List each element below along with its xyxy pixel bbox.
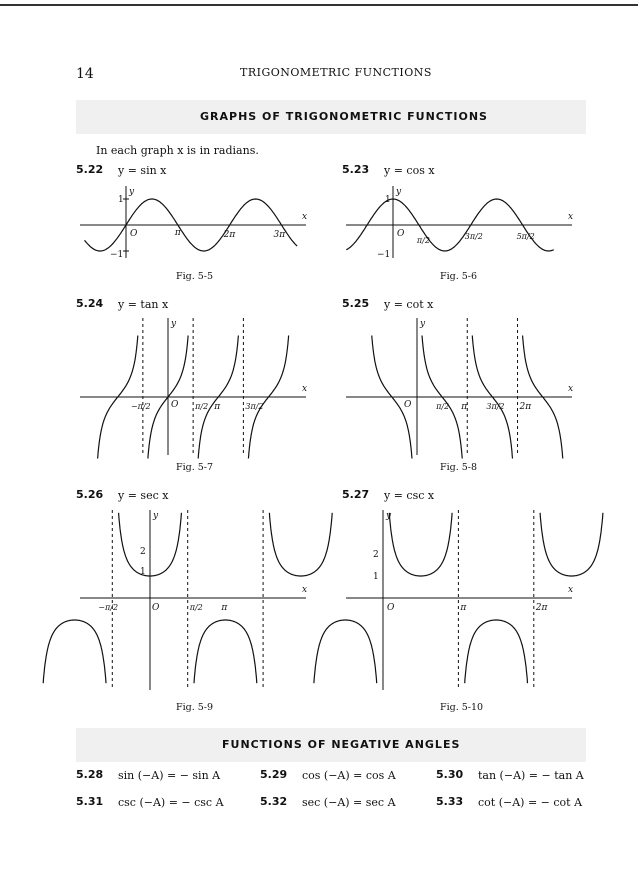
- tick-label: 2: [140, 547, 146, 557]
- problem-number: 5.22: [76, 163, 104, 176]
- tick-label: −1: [377, 250, 391, 260]
- tick-label: −π/2: [130, 402, 151, 411]
- axes-group: [80, 186, 572, 690]
- y-axis-label: y: [420, 319, 426, 329]
- tick-label: 1: [373, 572, 379, 582]
- figure-caption: Fig. 5-8: [440, 462, 478, 473]
- tick-label: 3π/2: [464, 232, 483, 241]
- tick-label: π: [221, 603, 228, 613]
- problem-equation: y = tan x: [118, 298, 169, 311]
- problem-number: 5.26: [76, 488, 104, 501]
- y-axis-label: y: [129, 187, 135, 197]
- tick-label: −1: [110, 250, 124, 260]
- identity-number: 5.33: [436, 795, 464, 808]
- tick-label: 5π/2: [516, 232, 535, 241]
- y-axis-label: y: [153, 511, 159, 521]
- csc-branch: [389, 513, 452, 576]
- problem-equation: y = csc x: [384, 489, 435, 502]
- page-number: 14: [76, 66, 94, 82]
- running-head: TRIGONOMETRIC FUNCTIONS: [240, 66, 432, 79]
- csc-branch: [540, 513, 603, 576]
- tick-label: 3π/2: [486, 402, 505, 411]
- csc-branch: [314, 620, 377, 683]
- tick-label: 1: [140, 567, 146, 577]
- sec-branch: [43, 620, 106, 683]
- identity-number: 5.29: [260, 768, 288, 781]
- x-axis-label: x: [568, 384, 574, 394]
- problem-equation: y = cos x: [384, 164, 435, 177]
- problem-equation: y = cot x: [384, 298, 434, 311]
- csc-branch: [465, 620, 528, 683]
- tick-label: 3π/2: [245, 402, 264, 411]
- intro-text: In each graph x is in radians.: [96, 144, 259, 157]
- figure-caption: Fig. 5-6: [440, 271, 478, 282]
- tick-label: π: [460, 603, 467, 613]
- identity-text: sec (−A) = sec A: [302, 796, 396, 809]
- tick-label: 2: [373, 550, 379, 560]
- problem-number: 5.24: [76, 297, 104, 310]
- identity-number: 5.28: [76, 768, 104, 781]
- sec-branch: [269, 513, 332, 576]
- tick-label: π: [214, 402, 221, 412]
- tick-label: 1: [385, 195, 391, 205]
- origin-label: O: [152, 603, 160, 613]
- x-axis-label: x: [302, 585, 308, 595]
- problem-equation: y = sec x: [118, 489, 169, 502]
- identity-number: 5.32: [260, 795, 288, 808]
- tick-label: −π/2: [98, 603, 119, 612]
- tick-label: 2π: [519, 402, 532, 412]
- tick-label: 1: [118, 195, 124, 205]
- identity-number: 5.31: [76, 795, 104, 808]
- labels-group: [98, 187, 573, 613]
- figure-caption: Fig. 5-7: [176, 462, 214, 473]
- origin-label: O: [130, 229, 138, 239]
- identity-text: cot (−A) = − cot A: [478, 796, 583, 809]
- sec-branch: [194, 620, 257, 683]
- origin-label: O: [404, 400, 412, 410]
- tick-label: 2π: [535, 603, 548, 613]
- tick-label: π: [461, 402, 468, 412]
- tick-label: π/2: [189, 603, 203, 612]
- section-title-graphs: GRAPHS OF TRIGONOMETRIC FUNCTIONS: [200, 110, 488, 123]
- figure-caption: Fig. 5-9: [176, 702, 214, 713]
- x-axis-label: x: [302, 212, 308, 222]
- identity-text: tan (−A) = − tan A: [478, 769, 584, 782]
- identity-text: csc (−A) = − csc A: [118, 796, 224, 809]
- figure-caption: Fig. 5-5: [176, 271, 214, 282]
- origin-label: O: [171, 400, 179, 410]
- identity-text: cos (−A) = cos A: [302, 769, 396, 782]
- problem-number: 5.23: [342, 163, 370, 176]
- y-axis-label: y: [396, 187, 402, 197]
- origin-label: O: [387, 603, 395, 613]
- y-axis-label: y: [386, 511, 392, 521]
- section-title-negative: FUNCTIONS OF NEGATIVE ANGLES: [222, 738, 461, 751]
- problem-number: 5.27: [342, 488, 370, 501]
- x-axis-label: x: [568, 212, 574, 222]
- tick-label: π/2: [195, 402, 209, 411]
- problem-number: 5.25: [342, 297, 370, 310]
- tick-label: π/2: [416, 236, 430, 245]
- problem-equation: y = sin x: [118, 164, 167, 177]
- tick-label: 2π: [223, 230, 236, 240]
- curves-group: [43, 199, 603, 683]
- identity-text: sin (−A) = − sin A: [118, 769, 221, 782]
- figure-caption: Fig. 5-10: [440, 702, 484, 713]
- x-axis-label: x: [568, 585, 574, 595]
- x-axis-label: x: [302, 384, 308, 394]
- tick-label: π: [174, 228, 181, 238]
- tick-label: π/2: [436, 402, 450, 411]
- tick-label: 3π: [273, 230, 286, 240]
- origin-label: O: [397, 229, 405, 239]
- y-axis-label: y: [171, 319, 177, 329]
- identity-number: 5.30: [436, 768, 464, 781]
